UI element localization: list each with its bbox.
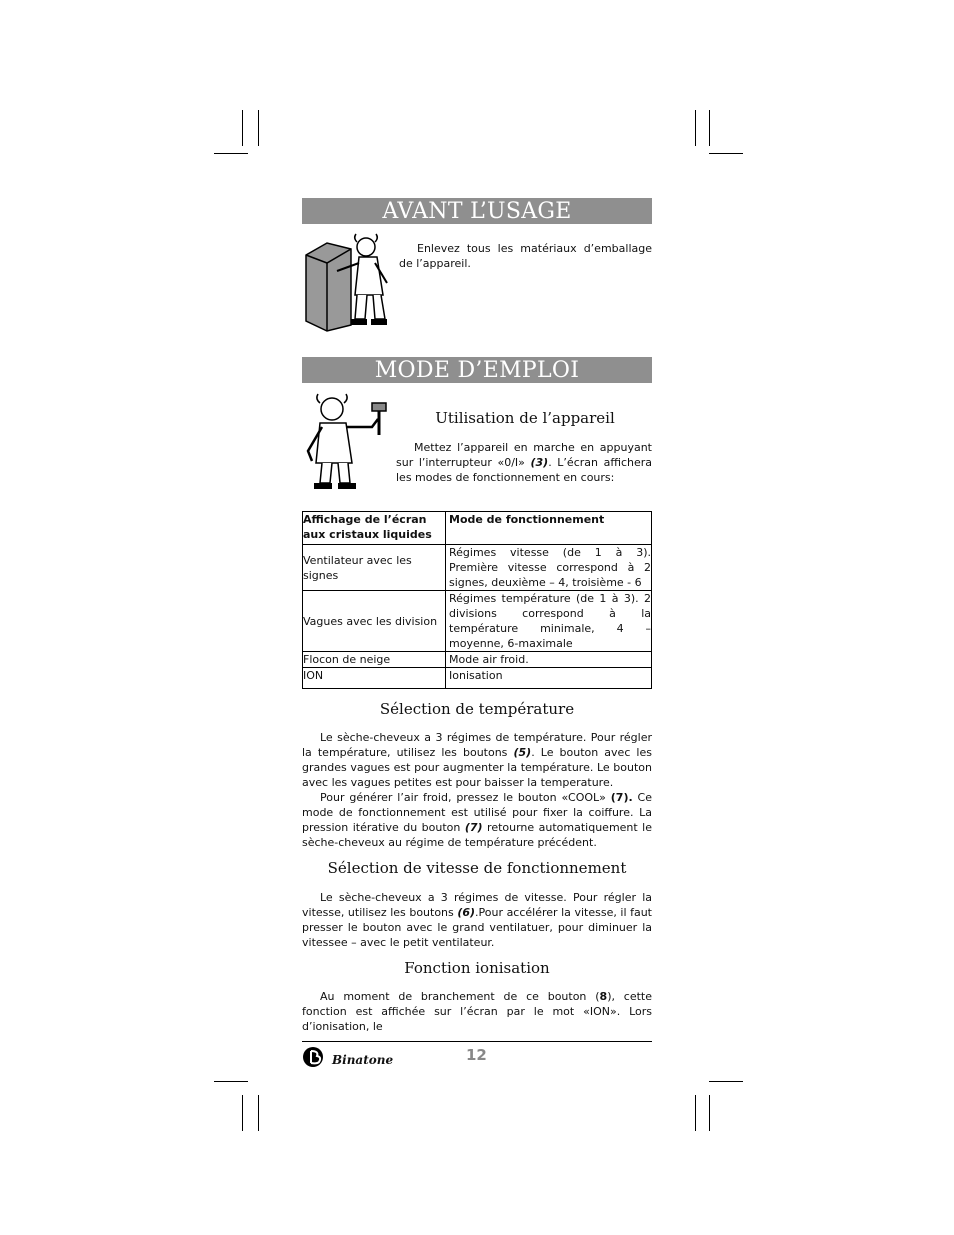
footer-rule [302, 1041, 652, 1042]
table-header: Mode de fonctionnement [446, 512, 652, 545]
handyman-illustration [302, 391, 394, 491]
table-cell: Flocon de neige [303, 652, 446, 668]
table-row [303, 668, 652, 689]
ionisation-paragraph: Au moment de branchement de ce bouton (8), cette fonction est affichée sur l’écran par le mot «ION». Lors d’ionisation, le [302, 990, 653, 1033]
table-header-row [303, 512, 652, 545]
table-cell: Ionisation [446, 668, 652, 689]
table-cell: Régimes température (de 1 à 3). 2 divisions correspond à la température minimale, 4 – moyenne, 6-maximale [446, 591, 652, 652]
crop-mark [214, 153, 248, 154]
crop-mark [258, 110, 259, 146]
table-row [303, 652, 652, 668]
table-row [303, 591, 652, 652]
vitesse-paragraph: Le sèche-cheveux a 3 régimes de vitesse. Pour régler la vitesse, utilisez les boutons (6).Pour accélérer la vitesse, il faut presser le bouton avec le grand ventilatuer, pour diminuer la vitessee – avec le petit ventilateur. [302, 891, 652, 949]
section-title-avant: AVANT L’USAGE [302, 198, 652, 224]
temperature-paragraph-2: Pour générer l’air froid, pressez le bouton «COOL» (7). Ce mode de fonctionnement est utilisé pour fixer la coiffure. La pression itérative du bouton (7) retourne automatiquement le sèche-cheveux au régime de température précédent. [302, 791, 653, 849]
avant-text: Enlevez tous les matériaux d’emballage de l’appareil. [399, 242, 652, 270]
table-cell: Vagues avec les division [303, 591, 446, 652]
crop-mark [709, 1095, 710, 1131]
crop-mark [709, 1081, 743, 1082]
crop-mark [695, 1095, 696, 1131]
unpacking-illustration [303, 233, 395, 333]
table-row [303, 545, 652, 591]
crop-mark [709, 110, 710, 146]
utilisation-text: Mettez l’appareil en marche en appuyant sur l’interrupteur «0/I» (3). L’écran affichera les modes de fonctionnement en cours: [396, 441, 653, 484]
crop-mark [258, 1095, 259, 1131]
crop-mark [695, 110, 696, 146]
brand-name: Binatone [332, 1053, 394, 1067]
crop-mark [242, 110, 243, 146]
section-title-mode: MODE D’EMPLOI [302, 357, 652, 383]
crop-mark [709, 153, 743, 154]
table-cell: Ventilateur avec les signes [303, 545, 446, 591]
modes-table [302, 511, 652, 689]
crop-mark [214, 1081, 248, 1082]
binatone-logo-icon [302, 1046, 330, 1068]
crop-mark [242, 1095, 243, 1131]
table-cell: Mode air froid. [446, 652, 652, 668]
table-cell: ION [303, 668, 446, 689]
table-header: Affichage de l’écran aux cristaux liquides [303, 512, 446, 545]
subtitle-temperature: Sélection de température [379, 700, 575, 718]
table-cell: Régimes vitesse (de 1 à 3). Première vitesse correspond à 2 signes, deuxième – 4, troisième - 6 [446, 545, 652, 591]
subtitle-ionisation: Fonction ionisation [404, 959, 550, 977]
temperature-paragraph-1: Le sèche-cheveux a 3 régimes de température. Pour régler la température, utilisez les boutons (5). Le bouton avec les grandes vagues est pour augmenter la température. Le bouton avec les vagues petites est pour baisser la temperature. [302, 731, 652, 789]
subtitle-utilisation: Utilisation de l’appareil [435, 409, 615, 427]
subtitle-vitesse: Sélection de vitesse de fonctionnement [327, 859, 627, 877]
page-number: 12 [466, 1046, 487, 1064]
